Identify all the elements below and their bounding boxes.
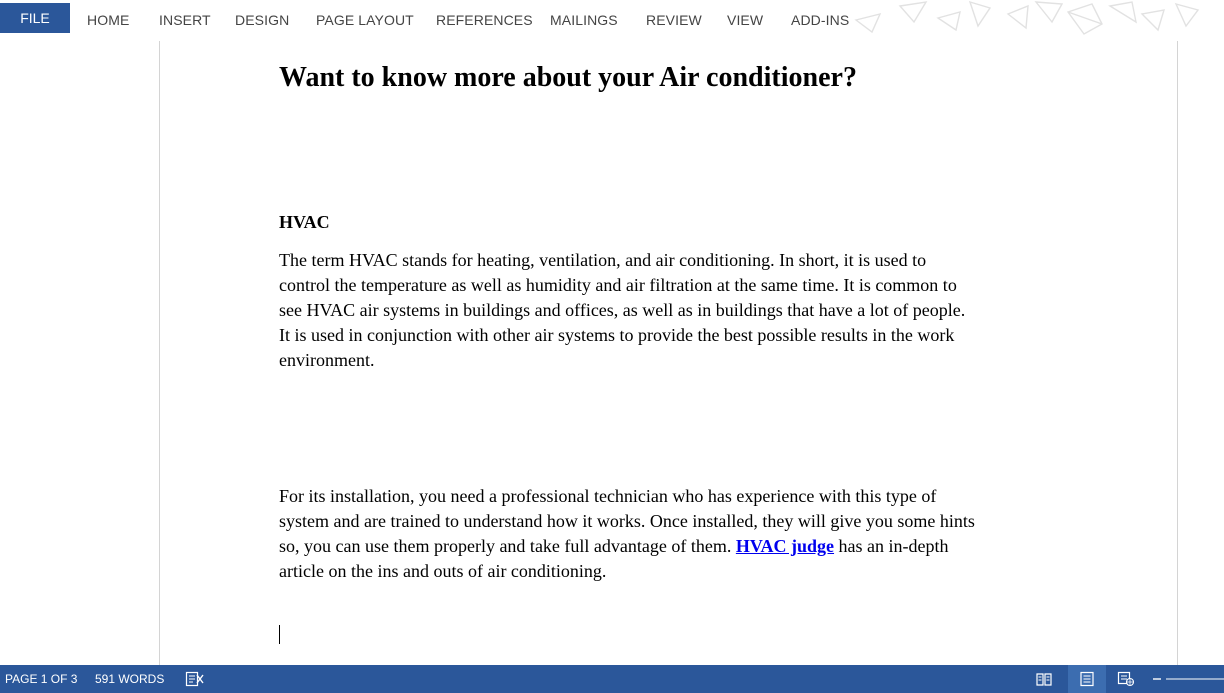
ribbon-tab-bar [0, 0, 1224, 41]
tab-page-layout[interactable]: PAGE LAYOUT [316, 12, 414, 28]
page-count[interactable]: PAGE 1 OF 3 [5, 672, 78, 686]
paragraph-line: environment. [279, 350, 375, 370]
section-heading-hvac: HVAC [279, 212, 330, 232]
paragraph-line-with-link [279, 534, 1069, 559]
zoom-out-icon[interactable] [1150, 665, 1164, 693]
tab-insert[interactable]: INSERT [159, 12, 211, 28]
tab-home[interactable]: HOME [87, 12, 130, 28]
document-title: Want to know more about your Air conditioner? [279, 62, 857, 93]
paragraph-line-text: so, you can use them properly and take full advantage of them. [279, 536, 732, 556]
tab-mailings[interactable]: MAILINGS [550, 12, 618, 28]
read-mode-icon[interactable] [1030, 665, 1058, 693]
print-layout-icon[interactable] [1068, 665, 1106, 693]
ribbon-background-decoration [840, 0, 1224, 41]
paragraph-line: It is used in conjunction with other air systems to provide the best possible results in the work [279, 325, 955, 345]
hvac-judge-link[interactable]: HVAC judge [735, 536, 835, 556]
text-cursor [279, 625, 280, 644]
tab-file[interactable]: FILE [0, 3, 70, 33]
paragraph-line: article on the ins and outs of air conditioning. [279, 561, 607, 581]
tab-review[interactable]: REVIEW [646, 12, 702, 28]
paragraph-line: The term HVAC stands for heating, ventilation, and air conditioning. In short, it is used to [279, 250, 927, 270]
web-layout-icon[interactable] [1114, 665, 1138, 693]
tab-design[interactable]: DESIGN [235, 12, 290, 28]
paragraph-line: control the temperature as well as humidity and air filtration at the same time. It is common to [279, 275, 957, 295]
zoom-slider[interactable] [1166, 665, 1224, 693]
tab-view[interactable]: VIEW [727, 12, 764, 28]
paragraph-installation [279, 484, 1069, 584]
paragraph-line: For its installation, you need a professional technician who has experience with this type of [279, 486, 937, 506]
paragraph-hvac-definition [279, 248, 1069, 373]
tab-references[interactable]: REFERENCES [436, 12, 533, 28]
tab-add-ins[interactable]: ADD-INS [791, 12, 850, 28]
proofing-icon[interactable] [184, 665, 206, 693]
status-bar [0, 665, 1224, 693]
word-count[interactable]: 591 WORDS [95, 672, 165, 686]
paragraph-line: see HVAC air systems in buildings and offices, as well as in buildings that have a lot of people. [279, 300, 966, 320]
paragraph-line-text: has an in-depth [834, 536, 949, 556]
paragraph-line: system and are trained to understand how it works. Once installed, they will give you some hints [279, 511, 975, 531]
